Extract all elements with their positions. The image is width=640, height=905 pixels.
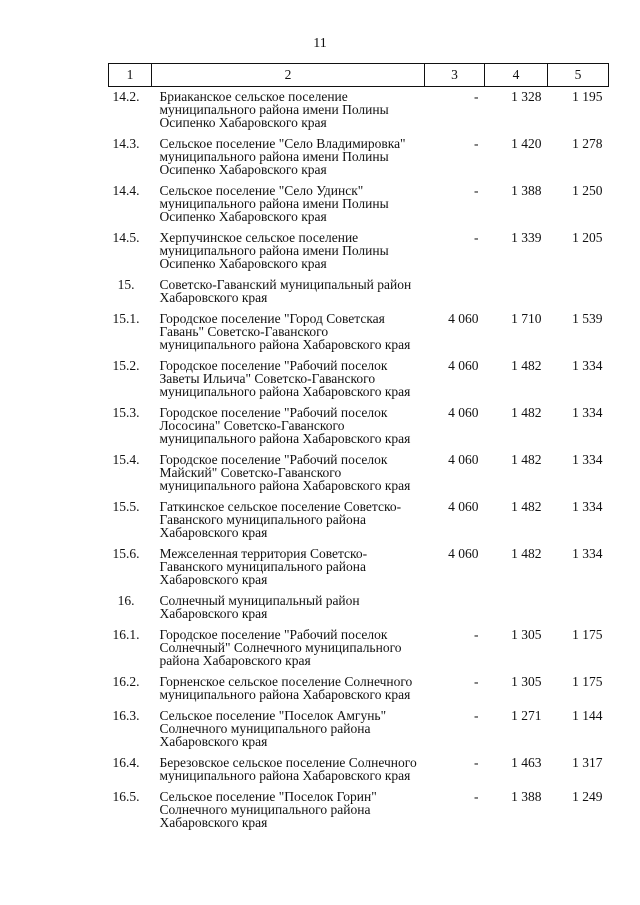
row-value-col4: 1 463 (511, 755, 542, 770)
row-value-col4: 1 305 (511, 627, 542, 642)
row-number: 16. (117, 593, 135, 608)
row-value-col4: 1 482 (511, 499, 542, 514)
row-value-col3 (425, 591, 485, 625)
row-value-col3: 4 060 (448, 452, 479, 467)
row-value-col5: 1 334 (572, 546, 603, 561)
row-value-col5 (548, 591, 609, 625)
row-settlement-name: Гаткинское сельское поселение Советско-Гаванского муниципального района Хабаровского края (159, 499, 402, 540)
row-number: 15.5. (112, 499, 140, 514)
row-settlement-name: Сельское поселение "Поселок Амгунь" Солнечного муниципального района Хабаровского края (159, 708, 387, 749)
table-row (109, 309, 609, 356)
row-settlement-name: Межселенная территория Советско-Гаванского муниципального района Хабаровского края (159, 546, 368, 587)
row-settlement-name: Горненское сельское поселение Солнечного муниципального района Хабаровского края (159, 674, 413, 702)
row-settlement-name: Городское поселение "Рабочий поселок Заветы Ильича" Советско-Гаванского муниципального района Хабаровского края (159, 358, 411, 399)
row-value-col3: - (474, 789, 479, 804)
row-settlement-name: Городское поселение "Рабочий поселок Лососина" Советско-Гаванского муниципального района Хабаровского края (159, 405, 411, 446)
table-row (109, 87, 609, 135)
column-header-3: 3 (425, 64, 485, 87)
row-settlement-name: Березовское сельское поселение Солнечного муниципального района Хабаровского края (159, 755, 417, 783)
table-row (109, 787, 609, 834)
settlements-table (108, 63, 609, 834)
row-value-col5: 1 144 (572, 708, 603, 723)
table-row (109, 625, 609, 672)
row-settlement-name: Сельское поселение "Село Владимировка" муниципального района имени Полины Осипенко Хабаровского края (159, 136, 406, 177)
row-value-col5: 1 334 (572, 358, 603, 373)
row-value-col5: 1 175 (572, 627, 603, 642)
row-number: 16.4. (112, 755, 140, 770)
row-settlement-name: Херпучинское сельское поселение муниципального района имени Полины Осипенко Хабаровского края (159, 230, 389, 271)
row-value-col3: 4 060 (448, 546, 479, 561)
row-value-col3 (425, 275, 485, 309)
row-value-col3: - (474, 755, 479, 770)
table-row (109, 228, 609, 275)
row-value-col5: 1 334 (572, 499, 603, 514)
table-body (109, 87, 609, 835)
row-value-col3: - (474, 674, 479, 689)
table-row (109, 753, 609, 787)
row-number: 16.5. (112, 789, 140, 804)
column-header-4: 4 (485, 64, 548, 87)
row-settlement-name: Советско-Гаванский муниципальный район Хабаровского края (159, 277, 412, 305)
table-row (109, 591, 609, 625)
row-number: 14.5. (112, 230, 140, 245)
row-value-col5 (548, 275, 609, 309)
row-value-col3: 4 060 (448, 311, 479, 326)
row-value-col3: - (474, 230, 479, 245)
row-value-col4: 1 482 (511, 546, 542, 561)
row-number: 15.2. (112, 358, 140, 373)
row-settlement-name: Городское поселение "Город Советская Гавань" Советско-Гаванского муниципального района Хабаровского края (159, 311, 411, 352)
row-value-col4: 1 388 (511, 183, 542, 198)
row-value-col3: - (474, 136, 479, 151)
page-number: 11 (313, 36, 327, 51)
row-settlement-name: Сельское поселение "Поселок Горин" Солнечного муниципального района Хабаровского края (159, 789, 377, 830)
table-header (109, 64, 609, 87)
row-settlement-name: Городское поселение "Рабочий поселок Солнечный" Солнечного муниципального района Хабаровского края (159, 627, 402, 668)
row-value-col4: 1 339 (511, 230, 542, 245)
row-number: 15.6. (112, 546, 140, 561)
row-number: 15. (117, 277, 135, 292)
row-value-col4 (485, 275, 548, 309)
row-value-col5: 1 278 (572, 136, 603, 151)
row-value-col4: 1 710 (511, 311, 542, 326)
table-row (109, 403, 609, 450)
row-value-col5: 1 205 (572, 230, 603, 245)
row-value-col5: 1 250 (572, 183, 603, 198)
row-value-col5: 1 334 (572, 452, 603, 467)
table-row (109, 706, 609, 753)
row-settlement-name: Бриаканское сельское поселение муниципального района имени Полины Осипенко Хабаровского края (159, 89, 389, 130)
row-number: 16.2. (112, 674, 140, 689)
table-row (109, 672, 609, 706)
row-settlement-name: Городское поселение "Рабочий поселок Майский" Советско-Гаванского муниципального района Хабаровского края (159, 452, 411, 493)
row-value-col5: 1 195 (572, 89, 603, 104)
table-row (109, 181, 609, 228)
row-value-col3: 4 060 (448, 358, 479, 373)
row-number: 14.3. (112, 136, 140, 151)
row-number: 14.2. (112, 89, 140, 104)
column-header-2: 2 (152, 64, 425, 87)
row-value-col4: 1 328 (511, 89, 542, 104)
table-row (109, 450, 609, 497)
row-number: 16.3. (112, 708, 140, 723)
row-value-col5: 1 334 (572, 405, 603, 420)
header-row (109, 64, 609, 87)
row-value-col3: - (474, 183, 479, 198)
row-settlement-name: Солнечный муниципальный район Хабаровского края (159, 593, 360, 621)
row-value-col4: 1 305 (511, 674, 542, 689)
row-number: 14.4. (112, 183, 140, 198)
row-value-col5: 1 249 (572, 789, 603, 804)
column-header-1: 1 (109, 64, 152, 87)
row-value-col3: - (474, 89, 479, 104)
row-value-col3: 4 060 (448, 499, 479, 514)
row-value-col4: 1 482 (511, 405, 542, 420)
row-value-col4 (485, 591, 548, 625)
row-value-col4: 1 388 (511, 789, 542, 804)
row-settlement-name: Сельское поселение "Село Удинск" муниципального района имени Полины Осипенко Хабаровского края (159, 183, 389, 224)
row-value-col5: 1 539 (572, 311, 603, 326)
table-row (109, 134, 609, 181)
table-row (109, 275, 609, 309)
column-header-5: 5 (548, 64, 609, 87)
row-value-col3: - (474, 708, 479, 723)
row-value-col4: 1 482 (511, 452, 542, 467)
row-number: 15.3. (112, 405, 140, 420)
row-value-col4: 1 482 (511, 358, 542, 373)
row-value-col4: 1 420 (511, 136, 542, 151)
row-number: 15.4. (112, 452, 140, 467)
table-row (109, 356, 609, 403)
row-value-col5: 1 317 (572, 755, 603, 770)
row-value-col5: 1 175 (572, 674, 603, 689)
table-row (109, 544, 609, 591)
row-number: 15.1. (112, 311, 140, 326)
table-row (109, 497, 609, 544)
row-number: 16.1. (112, 627, 140, 642)
row-value-col4: 1 271 (511, 708, 542, 723)
row-value-col3: - (474, 627, 479, 642)
row-value-col3: 4 060 (448, 405, 479, 420)
